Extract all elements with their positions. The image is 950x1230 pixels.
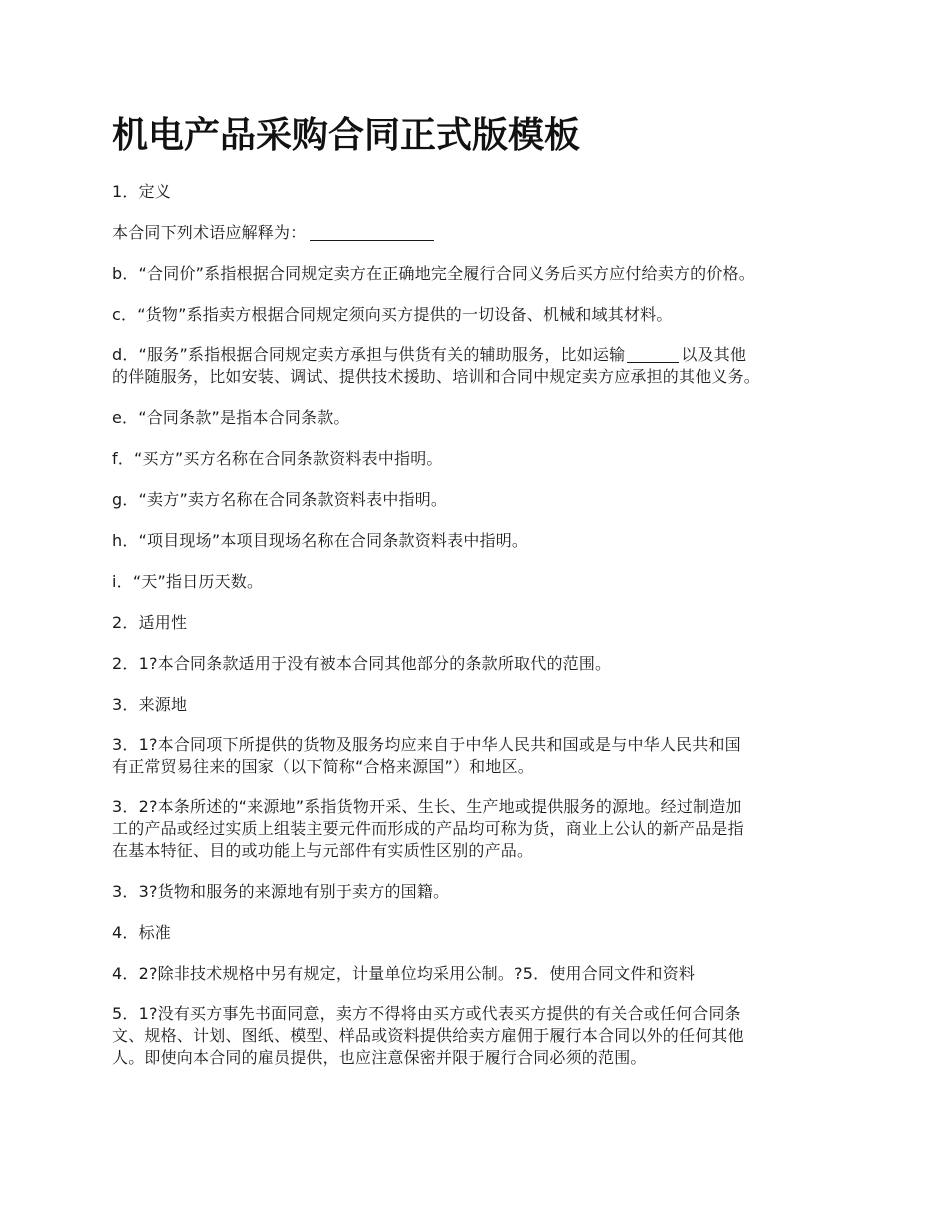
clause-3-2-line-1: 3．2?本条所述的“来源地”系指货物开采、生长、生产地或提供服务的源地。经过制造加 bbox=[112, 797, 742, 816]
clause-3-2-line-3: 在基本特征、目的或功能上与元部件有实质性区别的产品。 bbox=[112, 841, 534, 860]
document-body bbox=[112, 180, 852, 1087]
definition-c-paragraph: c．“货物”系指卖方根据合同规定须向买方提供的一切设备、机械和域其材料。 bbox=[112, 305, 673, 324]
clause-4-2-paragraph: 4．2?除非技术规格中另有规定，计量单位均采用公制。?5．使用合同文件和资料 bbox=[112, 964, 696, 983]
definition-d-text-start: d．“服务”系指根据合同规定卖方承担与供货有关的辅助服务，比如运输 bbox=[112, 345, 626, 364]
definition-d-paragraph bbox=[112, 344, 852, 388]
fill-in-blank bbox=[627, 346, 679, 363]
definition-d-line-1 bbox=[112, 344, 852, 366]
clause-3-1-paragraph bbox=[112, 734, 852, 778]
clause-3-2-paragraph bbox=[112, 796, 852, 862]
definition-f-paragraph: f．“买方”买方名称在合同条款资料表中指明。 bbox=[112, 449, 443, 468]
document-title: 机电产品采购合同正式版模板 bbox=[112, 115, 581, 156]
section-heading-applicability: 2．适用性 bbox=[112, 613, 188, 632]
clause-5-1-paragraph bbox=[112, 1003, 852, 1069]
clause-5-1-line-2: 文、规格、计划、图纸、模型、样品或资料提供给卖方雇佣于履行本合同以外的任何其他 bbox=[112, 1026, 744, 1045]
clause-3-3-paragraph: 3．3?货物和服务的来源地有别于卖方的国籍。 bbox=[112, 882, 450, 901]
definition-e-paragraph: e．“合同条款”是指本合同条款。 bbox=[112, 408, 350, 427]
clause-2-1-paragraph: 2．1?本合同条款适用于没有被本合同其他部分的条款所取代的范围。 bbox=[112, 654, 612, 673]
definition-b-paragraph: b．“合同价”系指根据合同规定卖方在正确地完全履行合同义务后买方应付给卖方的价格。 bbox=[112, 264, 755, 283]
section-heading-standards: 4．标准 bbox=[112, 923, 171, 942]
definition-g-paragraph: g．“卖方”卖方名称在合同条款资料表中指明。 bbox=[112, 490, 448, 509]
terms-intro-text: 本合同下列术语应解释为： bbox=[112, 223, 307, 242]
section-heading-origin: 3．来源地 bbox=[112, 695, 188, 714]
clause-5-1-line-1: 5．1?没有买方事先书面同意，卖方不得将由买方或代表买方提供的有关合或任何合同条 bbox=[112, 1004, 741, 1023]
section-heading-definitions: 1．定义 bbox=[112, 182, 171, 201]
definition-d-text-mid: 以及其他 bbox=[681, 345, 747, 364]
definition-h-paragraph: h．“项目现场”本项目现场名称在合同条款资料表中指明。 bbox=[112, 531, 529, 550]
terms-intro-paragraph bbox=[112, 221, 852, 244]
clause-3-1-line-2: 有正常贸易往来的国家（以下简称“合格来源国”）和地区。 bbox=[112, 757, 534, 776]
definition-d-line-2: 的伴随服务，比如安装、调试、提供技术援助、培训和合同中规定卖方应承担的其他义务。 bbox=[112, 367, 761, 386]
clause-5-1-line-3: 人。即使向本合同的雇员提供，也应注意保密并限于履行合同必须的范围。 bbox=[112, 1048, 647, 1067]
clause-3-1-line-1: 3．1?本合同项下所提供的货物及服务均应来自于中华人民共和国或是与中华人民共和国 bbox=[112, 735, 741, 754]
clause-3-2-line-2: 工的产品或经过实质上组装主要元件而形成的产品均可称为货，商业上公认的新产品是指 bbox=[112, 819, 744, 838]
definition-i-paragraph: i．“天”指日历天数。 bbox=[112, 572, 264, 591]
fill-in-blank bbox=[310, 224, 434, 241]
